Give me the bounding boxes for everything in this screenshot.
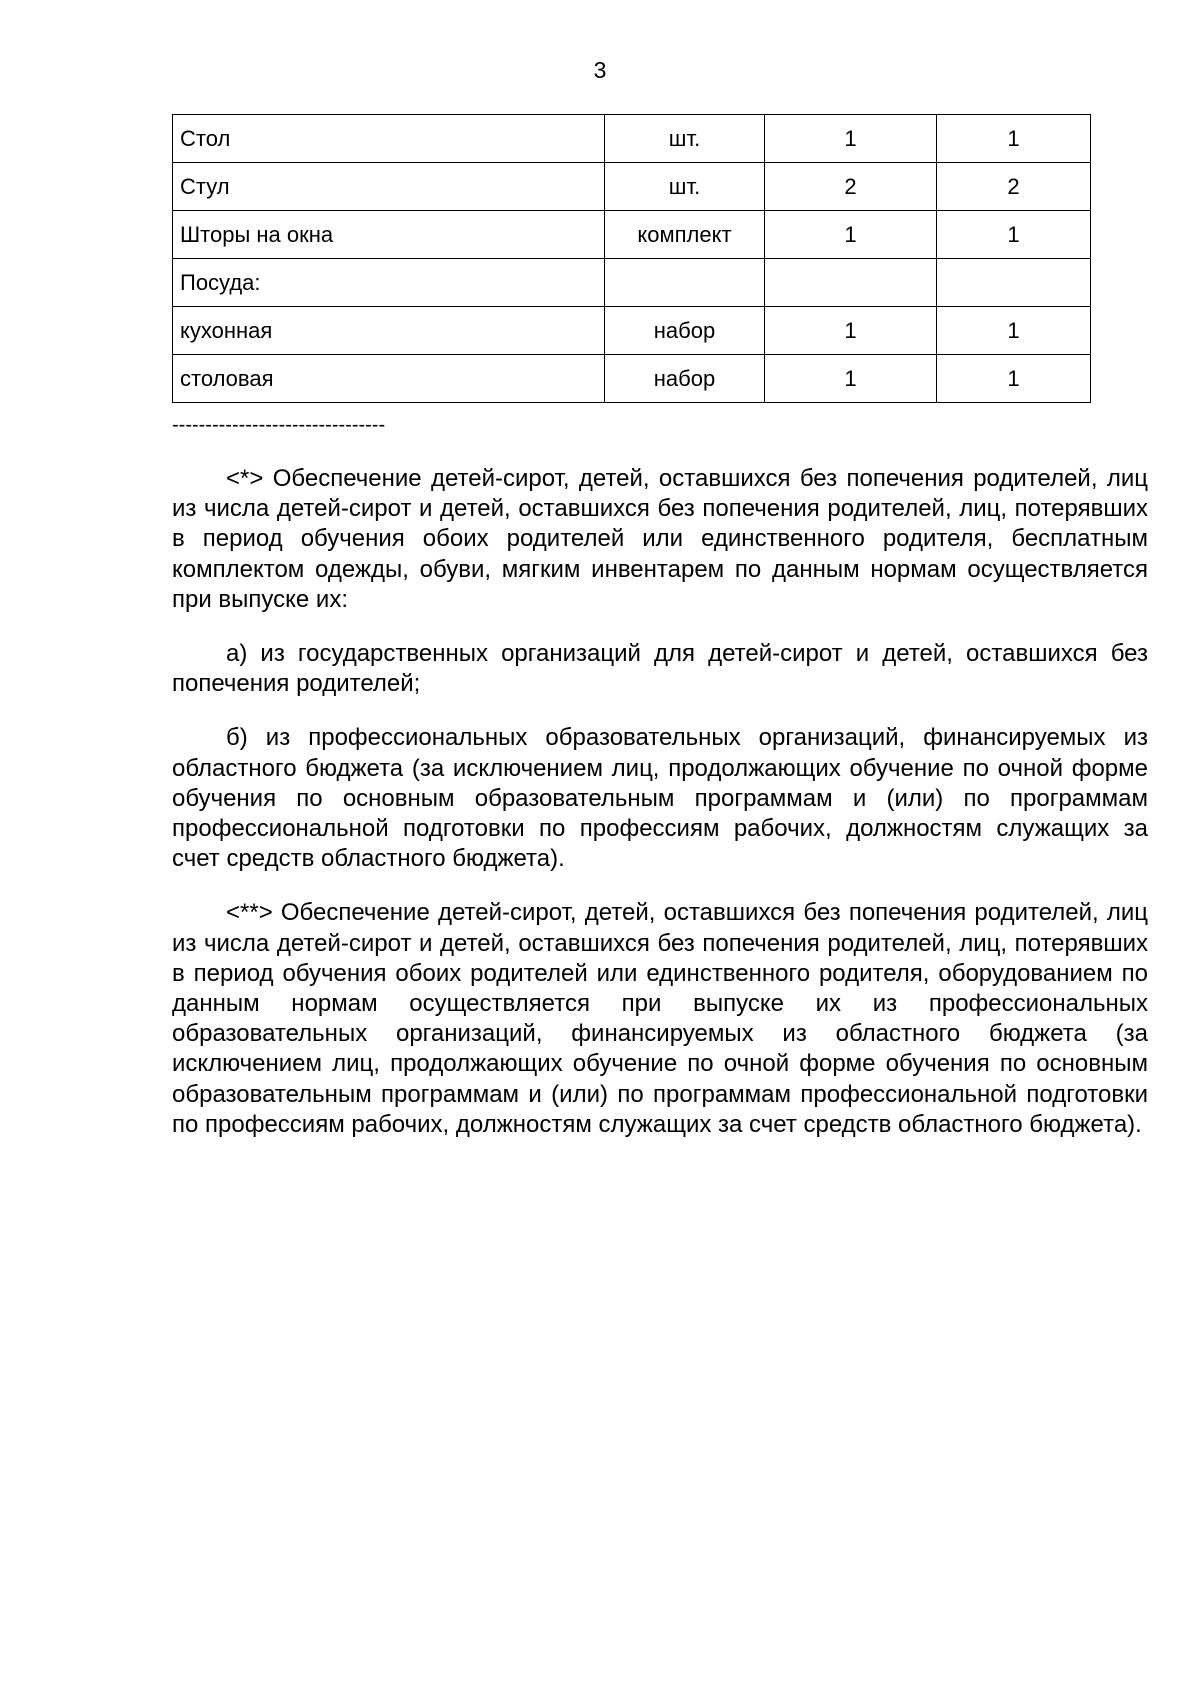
item-unit-cell: набор [605, 355, 765, 403]
item-name-cell: Посуда: [173, 259, 605, 307]
item-qty2-cell [937, 259, 1091, 307]
footnote-2: <**> Обеспечение детей-сирот, детей, оставшихся без попечения родителей, лиц из числа детей-сирот и детей, оставшихся без попечения родителей, лиц, потерявших в период обучения обоих родителей или единственного родителя, оборудованием по данным нормам осуществляется при выпуске их из профессиональных образовательных организаций, финансируемых из областного бюджета (за исключением лиц, продолжающих обучение по очной форме обучения по основным образовательным программам и (или) по программам профессиональной подготовки по профессиям рабочих, должностям служащих за счет средств областного бюджета). [172, 899, 1148, 1138]
footnotes-block [172, 464, 1148, 1164]
item-name-cell: Стул [173, 163, 605, 211]
item-unit-cell [605, 259, 765, 307]
item-name-cell: кухонная [173, 307, 605, 355]
item-qty1-cell: 1 [765, 307, 937, 355]
item-unit-cell: комплект [605, 211, 765, 259]
footnote-1: <*> Обеспечение детей-сирот, детей, оставшихся без попечения родителей, лиц из числа детей-сирот и детей, оставшихся без попечения родителей, лиц, потерявших в период обучения обоих родителей или единственного родителя, бесплатным комплектом одежды, обуви, мягким инвентарем по данным нормам осуществляется при выпуске их: [172, 465, 1148, 613]
item-qty2-cell: 2 [937, 163, 1091, 211]
item-name-cell: Шторы на окна [173, 211, 605, 259]
item-qty2-cell: 1 [937, 307, 1091, 355]
item-qty2-cell: 1 [937, 115, 1091, 163]
table-row [173, 211, 1091, 259]
footnote-1-item-b: б) из профессиональных образовательных организаций, финансируемых из областного бюджета (за исключением лиц, продолжающих обучение по очной форме обучения по основным образовательным программам и (или) по программам профессиональной подготовки по профессиям рабочих, должностям служащих за счет средств областного бюджета). [172, 724, 1148, 873]
item-qty1-cell: 1 [765, 115, 937, 163]
table-row [173, 163, 1091, 211]
item-qty1-cell [765, 259, 937, 307]
page-number: 3 [593, 57, 607, 83]
item-qty1-cell: 1 [765, 355, 937, 403]
items-table [172, 114, 1091, 403]
table-row [173, 355, 1091, 403]
table-row [173, 115, 1091, 163]
table-row [173, 307, 1091, 355]
item-unit-cell: шт. [605, 163, 765, 211]
footnote-1-item-a: а) из государственных организаций для детей-сирот и детей, оставшихся без попечения родителей; [172, 640, 1148, 698]
item-qty2-cell: 1 [937, 355, 1091, 403]
item-name-cell: столовая [173, 355, 605, 403]
table-row [173, 259, 1091, 307]
footnote-separator: -------------------------------- [172, 414, 386, 436]
item-unit-cell: набор [605, 307, 765, 355]
item-qty1-cell: 2 [765, 163, 937, 211]
item-name-cell: Стол [173, 115, 605, 163]
item-qty1-cell: 1 [765, 211, 937, 259]
item-unit-cell: шт. [605, 115, 765, 163]
item-qty2-cell: 1 [937, 211, 1091, 259]
